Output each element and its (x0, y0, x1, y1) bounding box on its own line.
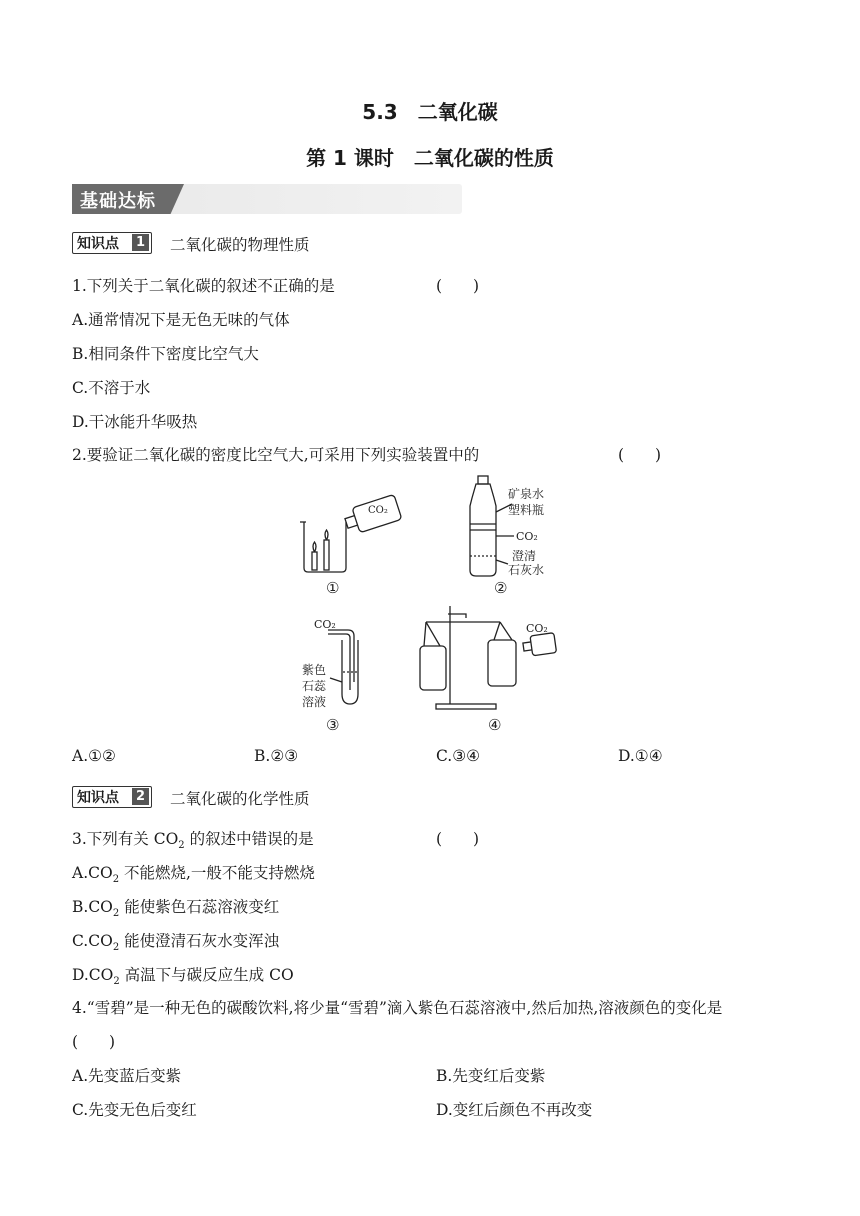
q4-option-c: C.先变无色后变红 (72, 1101, 197, 1119)
section-title: 5.3 二氧化碳 (362, 100, 498, 124)
knowledge-point-number: 1 (132, 234, 149, 251)
q4-option-a: A.先变蓝后变紫 (72, 1067, 182, 1085)
knowledge-point-title: 二氧化碳的化学性质 (170, 790, 310, 808)
option-suffix: 高温下与碳反应生成 CO (119, 966, 294, 984)
q2-stem: 2.要验证二氧化碳的密度比空气大,可采用下列实验装置中的 (72, 446, 480, 464)
fig3-label-0: CO₂ (314, 618, 336, 631)
q2-apparatus-figure (290, 472, 580, 742)
option-suffix: 能使紫色石蕊溶液变红 (119, 898, 280, 916)
fig2-label-4: 石灰水 (508, 563, 545, 577)
q1-option-a: A.通常情况下是无色无味的气体 (72, 311, 290, 329)
knowledge-point-label: 知识点 (77, 236, 119, 252)
fig3-label-3: 溶液 (302, 695, 327, 709)
knowledge-point-2 (72, 786, 472, 808)
fig3-label-1: 紫色 (302, 663, 327, 677)
q1-option-b: B.相同条件下密度比空气大 (72, 345, 259, 363)
marker-4: ④ (488, 716, 502, 734)
subscript-2: 2 (178, 840, 185, 852)
q2-option-d: D.①④ (618, 747, 663, 765)
figure-3-test-tube (328, 630, 358, 704)
fig1-co2-label: CO₂ (368, 505, 388, 516)
q2-answer-paren: ( ) (618, 446, 662, 464)
q2-option-a: A.①② (72, 747, 116, 765)
marker-3: ③ (326, 716, 340, 734)
q4-answer-paren: ( ) (72, 1033, 116, 1051)
q1-stem: 1.下列关于二氧化碳的叙述不正确的是 (72, 277, 335, 295)
q4-option-d: D.变红后颜色不再改变 (436, 1101, 593, 1119)
q3-answer-paren: ( ) (436, 830, 480, 848)
q1-option-c: C.不溶于水 (72, 379, 151, 397)
q4-option-b: B.先变红后变紫 (436, 1067, 546, 1085)
option-prefix: C.CO (72, 932, 113, 950)
q1-option-d: D.干冰能升华吸热 (72, 413, 198, 431)
subscript-2: 2 (112, 942, 120, 954)
q3-option-d (72, 963, 294, 987)
option-suffix: 不能燃烧,一般不能支持燃烧 (119, 864, 315, 882)
lesson-title: 第 1 课时 二氧化碳的性质 (306, 146, 554, 170)
q1-answer-paren: ( ) (436, 277, 480, 295)
subscript-2: 2 (112, 908, 120, 920)
q4-stem: 4.“雪碧”是一种无色的碳酸饮料,将少量“雪碧”滴入紫色石蕊溶液中,然后加热,溶液颜色的变化是 (72, 999, 723, 1017)
fig2-label-0: 矿泉水 (508, 487, 545, 501)
fig2-label-2: CO₂ (516, 530, 538, 543)
fig2-label-1: 塑料瓶 (508, 503, 545, 517)
option-suffix: 能使澄清石灰水变浑浊 (119, 932, 280, 950)
fig2-label-3: 澄清 (512, 549, 537, 563)
q3-stem-suffix: 的叙述中错误的是 (184, 830, 314, 848)
fig3-label-2: 石蕊 (302, 679, 327, 693)
marker-1: ① (326, 579, 340, 597)
marker-2: ② (494, 579, 508, 597)
option-prefix: B.CO (72, 898, 113, 916)
q3-stem-prefix: 3.下列有关 CO (72, 830, 179, 848)
q2-option-c: C.③④ (436, 747, 481, 765)
q3-option-c (72, 929, 279, 953)
banner-label: 基础达标 (80, 191, 156, 212)
option-prefix: D.CO (72, 966, 114, 984)
q3-option-a (72, 861, 315, 885)
q3-option-b (72, 895, 279, 919)
knowledge-point-number: 2 (132, 788, 149, 805)
knowledge-point-title: 二氧化碳的物理性质 (170, 236, 310, 254)
knowledge-point-label: 知识点 (77, 790, 119, 806)
q2-option-b: B.②③ (254, 747, 299, 765)
subscript-2: 2 (112, 874, 120, 886)
subscript-2: 2 (113, 976, 120, 988)
knowledge-point-1 (72, 232, 472, 254)
fig4-label-0: CO₂ (526, 622, 548, 635)
q3-stem (72, 827, 314, 851)
option-prefix: A.CO (72, 864, 113, 882)
section-banner (72, 184, 462, 214)
